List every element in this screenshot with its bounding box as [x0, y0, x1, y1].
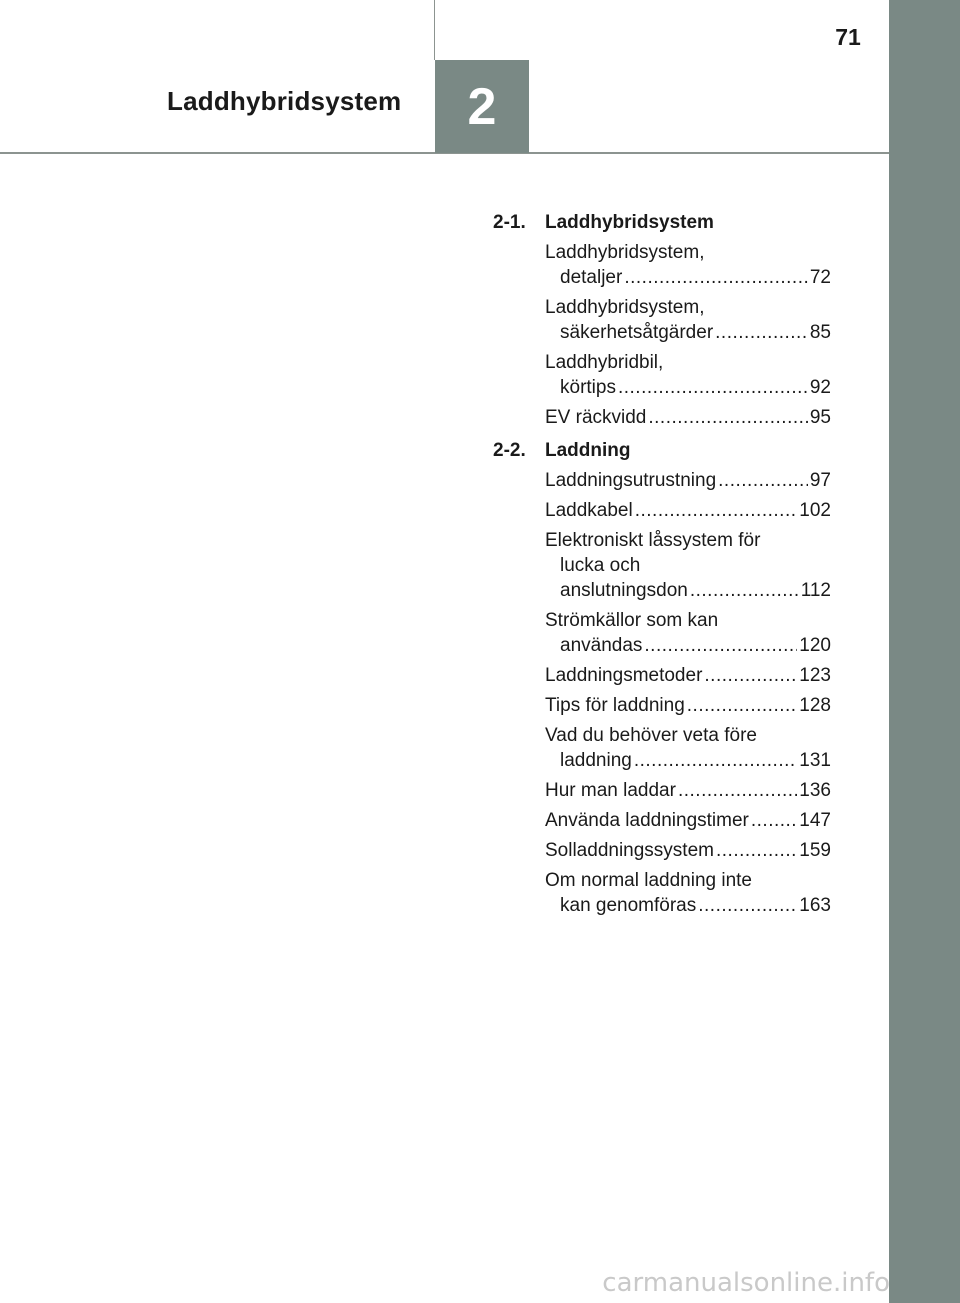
toc-entry[interactable] [545, 838, 831, 863]
toc-section [493, 438, 831, 918]
section-title: Laddning [545, 440, 631, 461]
toc-entry-text: Laddningsmetoder [545, 665, 703, 686]
toc-entry-line [545, 578, 831, 603]
toc-entry-text: Laddhybridbil, [545, 352, 664, 373]
toc-entry-line [545, 608, 831, 633]
dot-leader [644, 633, 797, 658]
toc-page-number: 159 [799, 840, 831, 861]
toc-entry-line [545, 498, 831, 523]
toc-page-number: 97 [809, 470, 831, 491]
toc-page-number: 131 [799, 750, 831, 771]
toc-entry-text: lucka och [560, 555, 641, 576]
dot-leader [678, 778, 797, 803]
table-of-contents [493, 210, 831, 926]
toc-entry-line [545, 838, 831, 863]
toc-page-number: 85 [809, 322, 831, 343]
toc-entry-line [545, 528, 831, 553]
toc-entry-text: Elektroniskt låssystem för [545, 530, 761, 551]
toc-entry-text: Laddningsutrustning [545, 470, 717, 491]
dot-leader [698, 893, 797, 918]
chapter-number: 2 [467, 77, 497, 136]
toc-entry-text: Använda laddningstimer [545, 810, 749, 831]
toc-page-number: 136 [799, 780, 831, 801]
toc-page-number: 128 [799, 695, 831, 716]
toc-entry[interactable] [545, 240, 831, 290]
toc-entry-text: Solladdningssystem [545, 840, 714, 861]
toc-page-number: 72 [809, 267, 831, 288]
dot-leader [635, 498, 798, 523]
toc-entry-line [545, 553, 831, 578]
toc-entry[interactable] [545, 498, 831, 523]
toc-entry[interactable] [545, 295, 831, 345]
toc-entry[interactable] [545, 468, 831, 493]
toc-entry[interactable] [545, 350, 831, 400]
dot-leader [624, 265, 808, 290]
toc-entry-line [545, 693, 831, 718]
section-title: Laddhybridsystem [545, 212, 714, 233]
toc-entry-line [545, 405, 831, 430]
toc-page-number: 123 [799, 665, 831, 686]
toc-entry-line [545, 350, 831, 375]
toc-entry-text: Laddhybridsystem, [545, 297, 705, 318]
toc-section-heading[interactable] [493, 210, 831, 235]
page-number: 71 [835, 24, 861, 50]
dot-leader [751, 808, 797, 833]
toc-entry[interactable] [545, 808, 831, 833]
toc-entry-line [545, 748, 831, 773]
toc-entry-line [545, 240, 831, 265]
dot-leader [715, 320, 808, 345]
toc-entry[interactable] [545, 693, 831, 718]
toc-entry-text: säkerhetsåtgärder [560, 322, 714, 343]
toc-page-number: 120 [799, 635, 831, 656]
toc-entry-text: anslutningsdon [560, 580, 688, 601]
toc-entry-text: Laddkabel [545, 500, 633, 521]
toc-entry-line [545, 868, 831, 893]
toc-entry-text: Om normal laddning inte [545, 870, 752, 891]
dot-leader [718, 468, 808, 493]
toc-section-heading[interactable] [493, 438, 831, 463]
side-chapter-tab [889, 0, 960, 1303]
toc-entry[interactable] [545, 405, 831, 430]
toc-entry[interactable] [545, 868, 831, 918]
dot-leader [618, 375, 808, 400]
toc-entry-text: Strömkällor som kan [545, 610, 719, 631]
toc-entry-text: laddning [560, 750, 632, 771]
header-vertical-rule [434, 0, 435, 60]
toc-entry-text: EV räckvidd [545, 407, 647, 428]
toc-entry[interactable] [545, 608, 831, 658]
toc-entry-text: körtips [560, 377, 616, 398]
dot-leader [634, 748, 797, 773]
toc-entry-line [545, 723, 831, 748]
toc-page-number: 92 [809, 377, 831, 398]
toc-entry-text: Tips för laddning [545, 695, 685, 716]
toc-entry-text: Hur man laddar [545, 780, 676, 801]
toc-entry-line [545, 468, 831, 493]
toc-entry-line [545, 778, 831, 803]
section-number: 2-2. [493, 440, 526, 461]
toc-entry-line [545, 893, 831, 918]
toc-entry-text: användas [560, 635, 643, 656]
toc-page-number: 163 [799, 895, 831, 916]
toc-entry-line [545, 663, 831, 688]
toc-entry-line [545, 320, 831, 345]
chapter-number-box [435, 60, 529, 153]
toc-page-number: 95 [809, 407, 831, 428]
dot-leader [648, 405, 807, 430]
toc-page-number: 112 [800, 580, 831, 601]
toc-entry[interactable] [545, 528, 831, 603]
section-number: 2-1. [493, 212, 526, 233]
toc-entry[interactable] [545, 723, 831, 773]
toc-entry-text: Laddhybridsystem, [545, 242, 705, 263]
dot-leader [716, 838, 797, 863]
toc-page-number: 102 [799, 500, 831, 521]
toc-entry[interactable] [545, 663, 831, 688]
toc-entry-text: detaljer [560, 267, 623, 288]
toc-entry-line [545, 295, 831, 320]
toc-entry[interactable] [545, 778, 831, 803]
toc-entry-line [545, 375, 831, 400]
toc-entry-line [545, 808, 831, 833]
dot-leader [687, 693, 798, 718]
dot-leader [690, 578, 799, 603]
toc-entry-text: kan genomföras [560, 895, 697, 916]
toc-page-number: 147 [799, 810, 831, 831]
watermark: carmanualsonline.info [602, 1268, 890, 1298]
toc-entry-text: Vad du behöver veta före [545, 725, 757, 746]
toc-section [493, 210, 831, 430]
chapter-title: Laddhybridsystem [167, 86, 402, 116]
toc-entry-line [545, 633, 831, 658]
toc-entry-line [545, 265, 831, 290]
dot-leader [704, 663, 797, 688]
